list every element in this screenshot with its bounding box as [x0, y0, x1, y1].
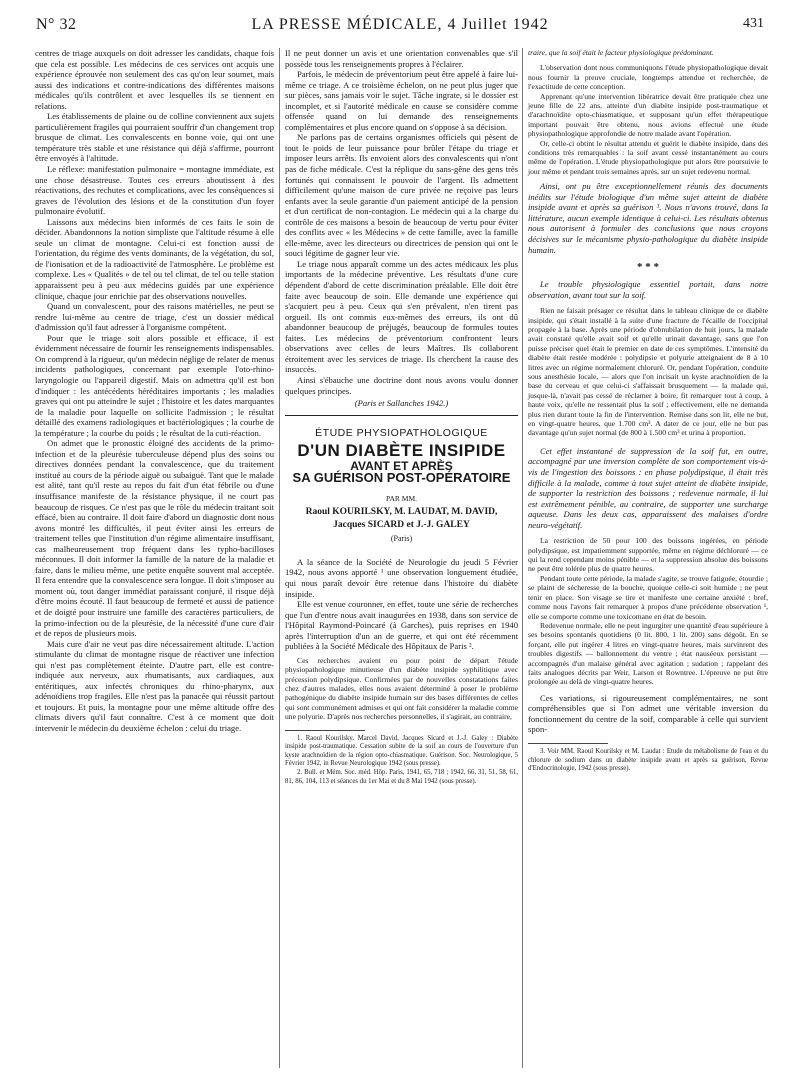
paragraph: Laissons aux médecins bien informés de ces faits le soin de décider. Abandonnons la notion simpliste que l'altitude résume à elle seule un climat de montagne. Celui-ci est fonction aussi de l'orientation, du régime des vents dominants, de la végétation, du sol, de l'ionisation et de la radioactivité de l'atmosphère. Le problème est complexe. Les « Qualités » de tel ou tel climat, de tel ou telle station apparaissent peu à peu aux médecins guidés par une expérience clinique, chaque jour enrichie par des observations nouvelles.	[35, 216, 274, 301]
column-1	[35, 48, 274, 734]
paragraph: centres de triage auxquels on doit adresser les candidats, chaque fois que cela est possible. Les médecins de ces services ont acquis une expérience éprouvée non seulement des cas qu'on leur soumet, mais aussi des indications et contre-indications des différentes maisons médicales qu'ils contrôlent et avec lesquelles ils se tiennent en relations.	[35, 48, 274, 111]
article-subtitle: AVANT ET APRÈS	[350, 458, 453, 473]
paragraph: Elle est venue couronner, en effet, toute une série de recherches que l'un d'entre nous avait inaugurées en 1938, dans son service de l'Hôpital Raymond-Poincaré (à Garches), puis reprises en 1940 après l'interruption d'un an de guerre, et qui ont été récemment publiées à la Société Médicale des Hôpitaux de Paris ².	[285, 599, 518, 652]
column-separator	[279, 48, 280, 1068]
paragraph: Cet effet instantané de suppression de la soif fut, en outre, accompagné par une inversion complète de son comportement vis-à-vis de l'ingestion des boissons : en phase polydipsique, il était très difficile à la malade, comme à tout sujet atteint de diabète insipide, de supporter la restriction des boissons ; redevenue normale, il lui est extrêmement pénible, au contraire, de supporter une surcharge aqueuse. Dans les deux cas, apparaissent des malaises d'ordre neuro-végétatif.	[528, 445, 768, 530]
article-authors: Jacques SICARD et J.-J. GALEY	[333, 520, 470, 531]
footnote-divider	[528, 743, 608, 744]
column-3	[528, 48, 768, 774]
footnote: 3. Voir MM. Raoul Kourilsky et M. Laudat : Etude du métabolisme de l'eau et du chlorure de sodium dans un diabète insipide avant et après sa guérison, Revue d'Endocrinologie, 1942 (sous presse).	[528, 747, 768, 773]
paragraph: Rien ne faisait présager ce résultat dans le tableau clinique de ce diabète insipide, qui s'était installé à la suite d'une fracture de l'écaille de l'occipital propagée à la base. Après une période d'obnubilation de huit jours, la malade avait constaté qu'elle avait soif et qu'elle urinait davantage, sans que l'on puisse préciser quel était le premier en date de ces symptômes. L'intensité du diabète était restée modérée : polydipsie et polyurie atteignaient de 8 à 10 litres avec un régime normalement chloruré. Or, pendant l'opération, conduite sous anesthésie locale, — alors que l'on incisait un kyste arachnoïdien de la base du cerveau et que celui-ci s'affaissait brusquement — la malade qui, jusque-là, n'avait pas cessé de réclamer à boire, fit remarquer tout à coup, à haute voix, qu'elle ne ressentait plus la soif ; effectivement, elle ne demanda plus rien durant toute la fin de l'intervention. Remise dans son lit, elle ne but, en vingt-quatre heures, que 1.700 cm³. A dater de ce jour, elle ne but pas davantage qu'un sujet normal (de 800 à 1.500 cm³ et urina à proportion.	[528, 306, 768, 438]
paragraph: Mais cure d'air ne veut pas dire nécessairement altitude. L'action stimulante du climat de montagne risque de réactiver une infection qui n'est pas complètement éteinte. D'autre part, elle est contre-indiquée aux nerveux, aux rhumatisants, aux cardiaques, aux entéritiques, aux infectés chroniques du rhino-pharynx, aux adénoïdiens trop fragiles. Elle n'est pas la panacée qui réussit partout et toujours. Et puis, la montagne pour une même altitude offre des climats divers qu'il faut connaître. C'est à ce moment que doit intervenir le médecin du deuxième échelon : celui du triage.	[35, 638, 274, 733]
footnote: 1. Raoul Kourilsky, Marcel David, Jacques Sicard et J.-J. Galey : Diabète insipide post-traumatique. Cessation subite de la soif au cours de l'ouverture d'un kyste arachnoïdien de la région opto-chiasmatique. Guérison. Soc. Neurologique, 5 Février 1942, in Revue Neurologique 1942 (sous presse).	[285, 734, 518, 768]
paragraph: Ces recherches avaient eu pour point de départ l'étude physiopathologique minutieuse d'un diabète insipide syphilitique avec précession polydipsique. Confirmées par de nouvelles constatations faites chez d'autres malades, elles nous avaient déterminé à poser le problème pathogénique du diabète insipide humain sur des bases différentes de celles qui sont communément admises et qui ont fait considérer la maladie comme une polyurie. D'après nos recherches personnelles, il s'agirait, au contraire,	[285, 655, 518, 722]
paragraph: Il ne peut donner un avis et une orientation convenables que s'il possède tous les renseignements propres à l'éclairer.	[285, 48, 518, 69]
paragraph: Ainsi s'ébauche une doctrine dont nous avons voulu donner quelques principes.	[285, 374, 518, 396]
paragraph: Quand un convalescent, pour des raisons matérielles, ne peut se rendre lui-même au centre de triage, c'est un dossier médical d'admission qu'il faut adresser à l'organisme compétent.	[35, 301, 274, 333]
paragraph: A la séance de la Société de Neurologie du jeudi 5 Février 1942, nous avons apporté ¹ une observation longuement étudiée, qui nous paraît devoir être retenue dans l'histoire du diabète insipide.	[285, 556, 518, 599]
paragraph: Pendant toute cette période, la malade s'agite, se trouve fatiguée, étourdie ; se plaint de sécheresse de la bouche, quoique celle-ci soit humide ; ne peut tenir en place. Son visage se tire et manifeste une certaine anxiété : bref, comme nous l'avons fait remarquer à propos d'une précédente observation ¹, elle se comporte comme une toxicomane en état de besoin.	[528, 573, 768, 621]
article-authors: Raoul KOURILSKY, M. LAUDAT, M. DAVID,	[305, 507, 498, 518]
paragraph: Ces variations, si rigoureusement complémentaires, ne sont compréhensibles que si l'on admet une véritable inversion du fonctionnement du centre de la soif, comparable à celle qui survient spon-	[528, 692, 768, 735]
article-title: D'UN DIABÈTE INSIPIDE	[297, 441, 506, 461]
article-divider	[285, 415, 518, 416]
footnote-divider	[285, 730, 365, 731]
byline-label: PAR MM.	[386, 493, 417, 503]
paragraph: traire, que la soif était le facteur physiologique prédominant.	[528, 48, 714, 57]
paragraph: La restriction de 50 pour 100 des boissons ingérées, en période polydipsique, est impatiemment supportée, même en régime déchloruré — ce qui la rend cependant moins pénible — et la suppression absolue des boissons ne peut être tolérée plus de quatre heures.	[528, 536, 768, 574]
article-signature: (Paris et Sallanches 1942.)	[354, 398, 449, 409]
article-place: (Paris)	[390, 534, 413, 544]
paragraph: Parfois, le médecin de préventorium peut être appelé à faire lui-même ce triage. A ce troisième échelon, on ne peut plus juger que sur pièces, sans jamais voir le sujet. Tâche ingrate, si le dossier est incomplet, et si l'autorité médicale en cause se considère comme offensée quand on lui demande des renseignements complémentaires et plus encore quand on s'oppose à sa décision.	[285, 69, 518, 132]
column-2	[285, 48, 518, 786]
paragraph: Les établissements de plaine ou de colline conviennent aux sujets particulièrement fragiles qui pourraient souffrir d'un changement trop brusque de climat. Les convalescents en bonne voie, qui ont une température très stable et une résistance qui déjà s'affirme, pourront être envoyés à l'altitude.	[35, 111, 274, 164]
paragraph: Ainsi, ont pu être exceptionnellement réunis des documents inédits sur l'étude biologique d'un même sujet atteint de diabète insipide avant et après sa guérison ³. Nous n'avons trouvé, dans la littérature, aucun exemple identique à celui-ci. Les résultats obtenus nous autorisent à formuler des conclusions que nous croyons décisives sur le mécanisme physio-pathologique du diabète insipide humain.	[528, 181, 768, 255]
paragraph: Le réflexe: manifestation pulmonaire = montagne immédiate, est une chose désastreuse. Toutes ces erreurs aboutissent à des réactivations, des rechutes et complications, avec les conséquences si graves de l'évolution des lésions et de la constitution d'un foyer pulmonaire évolutif.	[35, 164, 274, 217]
paragraph: L'observation dont nous communiquons l'étude physiopathologique devait nous fournir la preuve cruciale, longtemps attendue et recherchée, de l'exactitude de cette conception.	[528, 63, 768, 92]
column-separator	[522, 48, 523, 1068]
paragraph: Or, celle-ci obtint le résultat attendu et guérit le diabète insipide, dans des conditions très remarquables : la soif avant cessé instantanément au cours même de l'opération. L'étude physiopathologique put alors être poursuivie le jour même et pendant trois semaines après, sur un sujet redevenu normal.	[528, 138, 768, 176]
paragraph: Redevenue normale, elle ne peut ingurgiter une quantité d'eau supérieure à ses besoins spontanés quotidiens (0 lit. 800, 1 lit. 200) sans dégoût. En se forçant, elle put ingérer 4 litres en vingt-quatre heures, mais survinrent des troubles digestifs — ballonnement du ventre ; état nauséeux persistant — accompagnés d'un malaise général avec agitation ; sudation ; rappelant des faits analogues décrits par Weir, Larson et Rowntree. L'épreuve ne put être prolongée au delà de vingt-quatre heures.	[528, 620, 768, 687]
page-header	[36, 14, 764, 36]
paragraph: Ne parlons pas de certains organismes officiels qui pèsent de tout le poids de leur puissance pour brûler l'étape du triage et imposer leurs arrêts. Ils envoient alors des convalescents qui n'ont pas de fiche médicale. C'est la réplique du sans-gêne des gens très fortunés qui connaissent le pouvoir de l'argent. Ils admettent difficilement qu'une maison de cure privée ne reçoive pas leurs enfants avec la seule garantie d'un paiement anticipé de la pension et d'un certificat de non-contagion. Le médecin qui a la charge du contrôle de ces maisons a besoin de beaucoup de vertu pour éviter des conflits avec « les Médecins » de cette famille, avec la famille elle-même, avec les directeurs ou directrices de pension qui ont le souci légitime de gagner leur vie.	[285, 132, 518, 259]
journal-title: LA PRESSE MÉDICALE, 4 Juillet 1942	[251, 16, 549, 33]
article-subtitle: SA GUÉRISON POST-OPÉRATOIRE	[292, 470, 511, 486]
section-heading: Le trouble physiologique essentiel portait, dans notre observation, avant tout sur la soif.	[528, 279, 768, 300]
paragraph: Pour que le triage soit alors possible et efficace, il est évidemment nécessaire de fournir les renseignements indispensables. On comprend à la rigueur, qu'un médecin néglige de relater de menus incidents pathologiques, concernant par exemple l'oto-rhino-laryngologie ou l'appareil digestif. Mais on admettra qu'il est bon d'indiquer : les antécédents héréditaires importants ; les maladies graves qui ont pu atteindre le sujet ; l'histoire et les dates marquantes de la maladie pour laquelle on sollicite l'admission ; le résultat détaillé des examens radiologiques et bactériologiques ; la courbe de la température ; la courbe du poids ; le résultat de la cuti-réaction.	[35, 332, 274, 438]
article-kicker: ÉTUDE PHYSIOPATHOLOGIQUE	[315, 426, 488, 439]
section-stars: * * *	[637, 261, 659, 274]
page-number: 431	[743, 16, 764, 31]
paragraph: On admet que le pronostic éloigné des accidents de la primo-infection et de la pleurésie tuberculeuse dépend plus des soins ou directives données pendant la convalescence, que du traitement institué au cours de la période aiguë ou subaiguë. Tant que le malade est alité, tant qu'il reste au repos du fait d'un état fébrile ou d'une insuffisance manifeste de la résistance physique, il ne court pas beaucoup de risques. Ce n'est pas que le rôle du médecin traitant soit effacé, bien au contraire. Il doit faire d'abord un diagnostic dont nous avons montré les difficultés, il peut éviter ainsi les erreurs de traitement telles que l'institution d'un régime alimentaire insuffisant, cas malheureusement trop fréquent dans les typho-bacilloses méconnues. Il doit informer la famille de la nature de la maladie et faire, dans le milieu même, une petite enquête souvent mal acceptée. Il fera entendre que la convalescence sera longue. Il doit s'imposer au moment où, tout danger immédiat paraissant conjuré, il risque déjà d'être moins écouté. Il faut beaucoup de fermeté et aussi de patience et de doigté pour instruire une famille des caractères particuliers, de la primo-infection ou de la pleurésie, de la nécessité d'une cure d'air et de repos de plusieurs mois.	[35, 438, 274, 639]
footnote: 2. Bull. et Mém. Soc. méd. Hôp. Paris, 1941, 65, 718 ; 1942, 66, 31, 51, 58, 61, 81, 86, 104, 113 et séances du 1er Mai et du 8 Mai 1942 (sous presse).	[285, 769, 518, 785]
paragraph: Apprenant qu'une intervention libératrice devait être pratiquée chez une jeune fille de 22 ans, atteinte d'un diabète insipide post-traumatique et d'arachnoïdite opto-chiasmatique, et supposant qu'un effet thérapeutique important pouvait être obtenu, nous avions effectué une étude physiopathologique approfondie de notre malade avant l'opération.	[528, 91, 768, 139]
issue-number: N° 32	[36, 16, 77, 33]
paragraph: Le triage nous apparaît comme un des actes médicaux les plus importants de la médecine préventive. Les résultats d'une cure dépendent d'abord de cette discrimination préalable. Elle doit être faite avec beaucoup de soin. Elle demande une expérience qui s'acquiert peu à peu. Ceux qui s'en prévalent, n'en tirent pas orgueil. Ils ont commis eux-mêmes des erreurs, ils ont dû abandonner beaucoup de préjugés, beaucoup de formules toutes faites. Les médecins de préventorium confrontent leurs observations avec celles de leurs Maîtres. Ils collaborent étroitement avec les services de triage. Ils cherchent la cause des insuccès.	[285, 258, 518, 375]
